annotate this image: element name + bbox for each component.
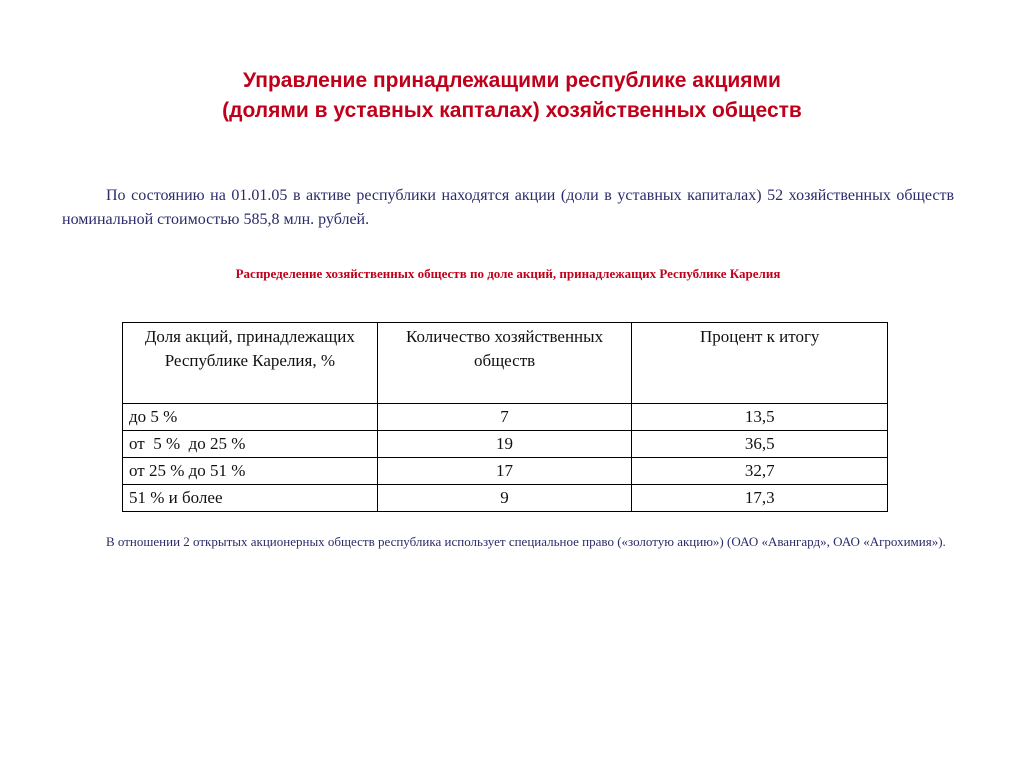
cell-count: 17	[377, 458, 632, 485]
header-share: Доля акций, принадлежащих Республике Карелия, %	[123, 323, 378, 404]
cell-count: 7	[377, 404, 632, 431]
header-percent: Процент к итогу	[632, 323, 888, 404]
cell-percent: 36,5	[632, 431, 888, 458]
cell-percent: 13,5	[632, 404, 888, 431]
golden-share-note: В отношении 2 открытых акционерных обществ республика использует специальное право («золотую акцию») (ОАО «Авангард», ОАО «Агрохимия»).	[106, 534, 946, 549]
table-row	[123, 431, 888, 458]
cell-percent: 32,7	[632, 458, 888, 485]
table-row	[123, 404, 888, 431]
slide-title-line-2: (долями в уставных капталах) хозяйственных обществ	[222, 99, 802, 122]
cell-count: 9	[377, 485, 632, 512]
table-caption: Распределение хозяйственных обществ по доле акций, принадлежащих Республике Карелия	[235, 266, 781, 281]
cell-share: от 5 % до 25 %	[123, 431, 378, 458]
slide-title	[60, 66, 964, 126]
cell-share: 51 % и более	[123, 485, 378, 512]
header-count: Количество хозяйственных обществ	[377, 323, 632, 404]
intro-paragraph: По состоянию на 01.01.05 в активе республики находятся акции (доли в уставных капиталах) 52 хозяйственных обществ номинальной стоимостью 585,8 млн. рублей.	[62, 187, 954, 228]
cell-count: 19	[377, 431, 632, 458]
table-header-row	[123, 323, 888, 404]
table-row	[123, 458, 888, 485]
slide-title-line-1: Управление принадлежащими республике акциями	[243, 69, 781, 92]
cell-percent: 17,3	[632, 485, 888, 512]
cell-share: от 25 % до 51 %	[123, 458, 378, 485]
cell-share: до 5 %	[123, 404, 378, 431]
table-row	[123, 485, 888, 512]
distribution-table	[122, 322, 888, 512]
